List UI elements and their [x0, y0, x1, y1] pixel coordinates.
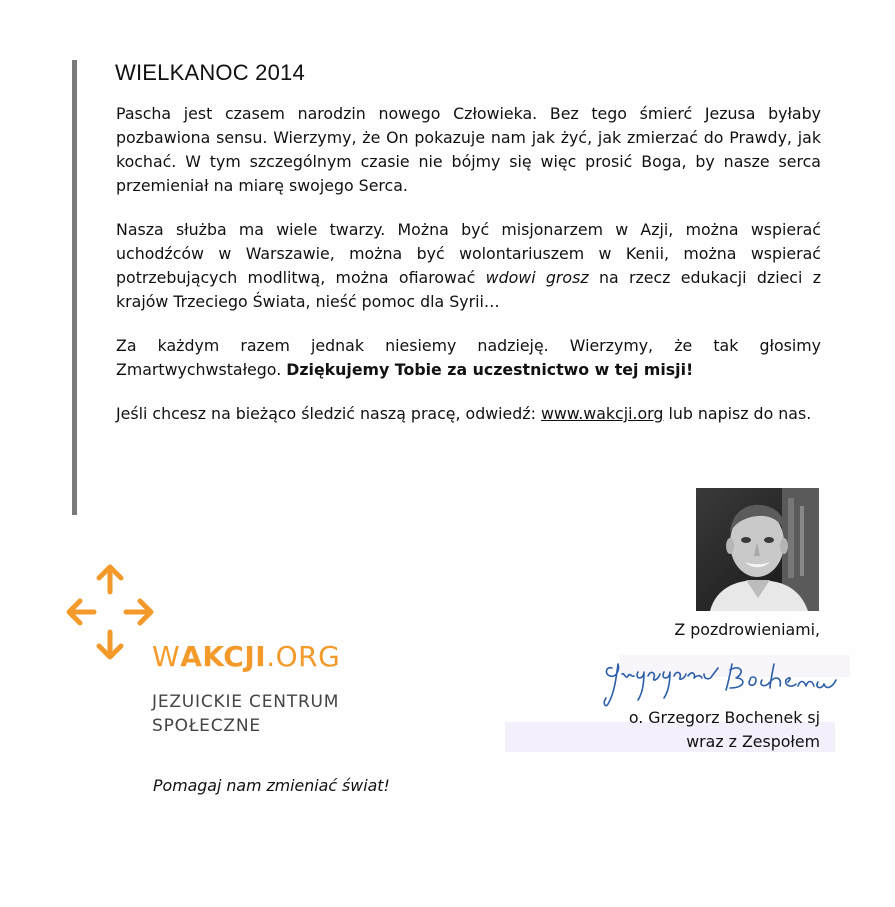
portrait-photo — [696, 488, 819, 611]
four-arrows-logo-icon — [64, 560, 156, 664]
paragraph-2-text-end: na rzecz edukacji dzieci z krajów Trzeciego Świata, nieść pomoc dla Syrii… — [116, 268, 822, 311]
logo-wordmark — [152, 640, 340, 673]
left-accent-bar — [72, 60, 77, 515]
logo-wordmark-bold: AKCJI — [180, 640, 267, 673]
paragraph-3 — [116, 334, 821, 382]
paragraph-3-text: Za każdym razem jednak niesiemy nadzieję. Wierzymy, że tak głosimy Zmartwychwstałego. — [116, 336, 821, 379]
signer-block — [629, 706, 820, 754]
signer-team: wraz z Zespołem — [686, 732, 820, 751]
paragraph-1: Pascha jest czasem narodzin nowego Człowieka. Bez tego śmierć Jezusa byłaby pozbawiona sensu. Wierzymy, że On pokazuje nam jak żyć, jak zmierzać do Prawdy, jak kochać. W tym szczególnym czasie nie bójmy się więc prosić Boga, by nasze serca przemieniał na miarę swojego Serca. — [116, 104, 821, 195]
paragraph-2-text: Nasza służba ma wiele twarzy. Można być misjonarzem w Azji, można wspierać uchodźców w Warszawie, można być wolontariuszem w Kenii, można wspierać potrzebujących modlitwą, można ofiarować — [116, 220, 821, 287]
logo-wordmark-part: .ORG — [266, 640, 341, 673]
paragraph-4-text-end: lub napisz do nas. — [663, 404, 812, 423]
logo-wordmark-part: W — [152, 640, 181, 673]
logo-subtitle — [152, 690, 339, 738]
letter-body — [116, 102, 821, 446]
paragraph-3-bold: Dziękujemy Tobie za uczestnictwo w tej misji! — [286, 360, 694, 379]
paragraph-2-italic: wdowi grosz — [485, 268, 589, 287]
tagline: Pomagaj nam zmieniać świat! — [153, 776, 390, 795]
paragraph-4-text: Jeśli chcesz na bieżąco śledzić naszą pracę, odwiedź: — [116, 404, 541, 423]
signer-name: o. Grzegorz Bochenek sj — [628, 708, 820, 727]
logo-subtitle-line-1: JEZUICKIE CENTRUM — [152, 692, 340, 712]
handwritten-signature — [600, 650, 845, 710]
greeting: Z pozdrowieniami, — [674, 620, 820, 639]
website-link[interactable]: www.wakcji.org — [540, 404, 664, 423]
paragraph-2 — [116, 218, 821, 314]
paragraph-4 — [116, 402, 821, 426]
letter-title: WIELKANOC 2014 — [115, 60, 305, 85]
logo-subtitle-line-2: SPOŁECZNE — [152, 716, 261, 736]
